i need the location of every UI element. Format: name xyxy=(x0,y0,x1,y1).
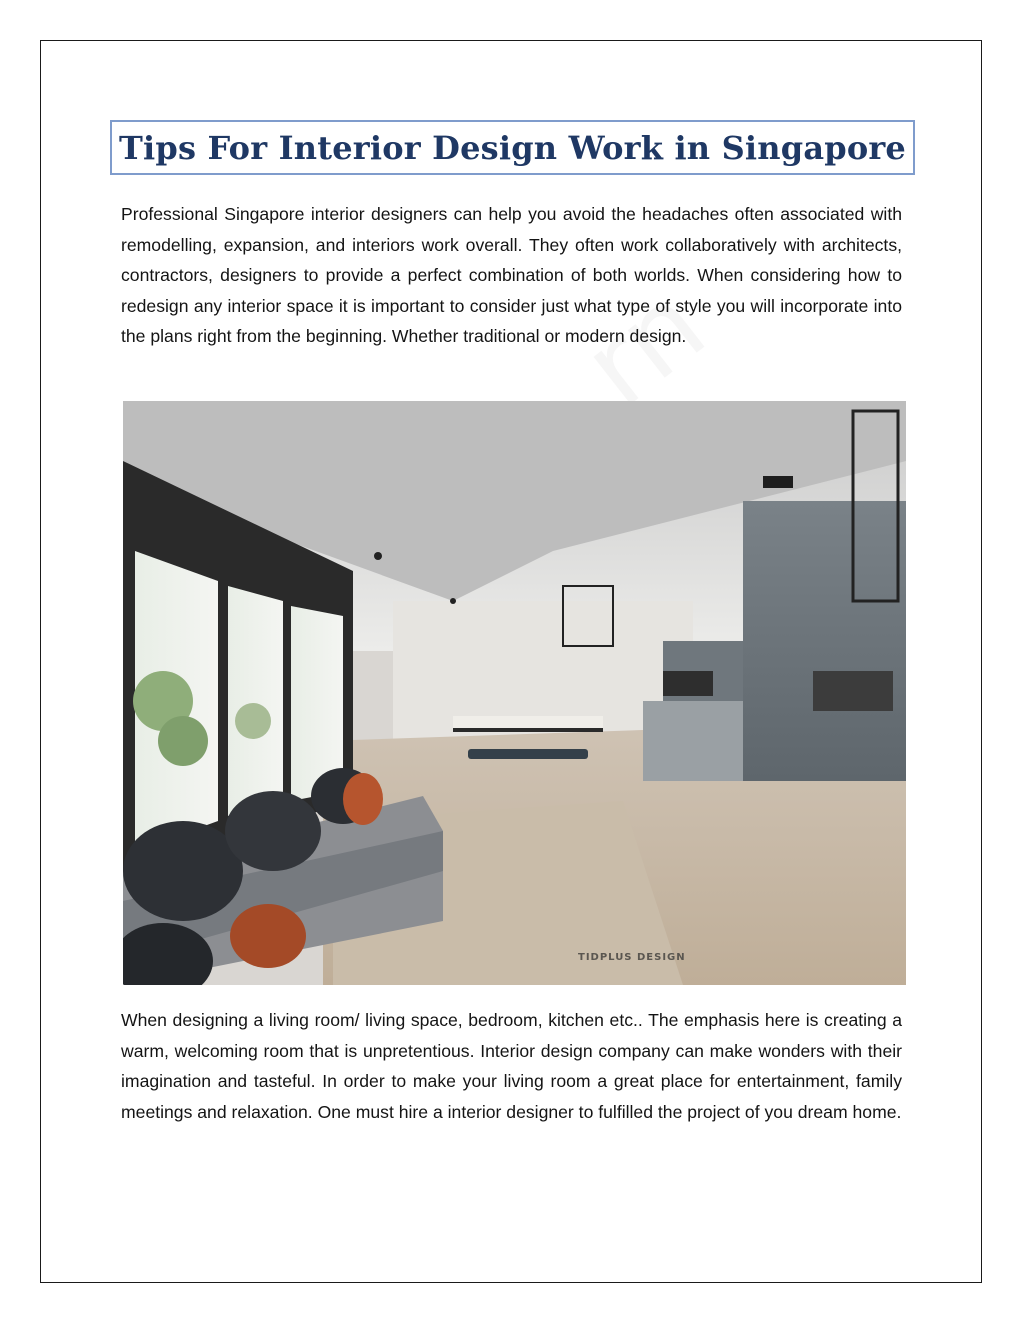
plant xyxy=(235,703,271,739)
photo-caption: TIDPLUS DESIGN xyxy=(578,952,686,963)
plant xyxy=(158,716,208,766)
dining-table xyxy=(453,716,603,728)
pillow xyxy=(343,773,383,825)
bench xyxy=(468,749,588,759)
intro-paragraph: Professional Singapore interior designers can help you avoid the headaches often associated with remodelling, expansion, and interiors work overall. They often work collaboratively with architects, contractors, designers to provide a perfect combination of both worlds. When considering how to redesign any interior space it is important to consider just what type of style you will incorporate into the plans right from the beginning. Whether traditional or modern design. xyxy=(121,204,902,346)
kitchen-counter xyxy=(643,701,743,781)
interior-photo-illustration xyxy=(123,401,906,985)
watermark: rn xyxy=(560,260,728,431)
pillow xyxy=(230,904,306,968)
kitchen-cabinets xyxy=(743,501,906,781)
dining-table-edge xyxy=(453,728,603,732)
ceiling-light xyxy=(450,598,456,604)
pillow xyxy=(225,791,321,871)
page-title: Tips For Interior Design Work in Singapore xyxy=(119,128,906,167)
oven xyxy=(663,671,713,696)
window-pane-2 xyxy=(228,586,283,816)
second-paragraph: When designing a living room/ living space, bedroom, kitchen etc.. The emphasis here is creating a warm, welcoming room that is unpretentious. Interior design company can make wonders with their imagination and tasteful. In order to make your living room a great place for entertainment, family meetings and relaxation. One must hire a interior designer to fulfilled the project of you dream home. xyxy=(121,1010,902,1122)
interior-photo xyxy=(123,401,906,985)
pillow xyxy=(123,821,243,921)
ceiling-light xyxy=(374,552,382,560)
ceiling-light xyxy=(763,476,793,488)
title-box xyxy=(110,120,915,175)
kitchen-shelf xyxy=(813,671,893,711)
